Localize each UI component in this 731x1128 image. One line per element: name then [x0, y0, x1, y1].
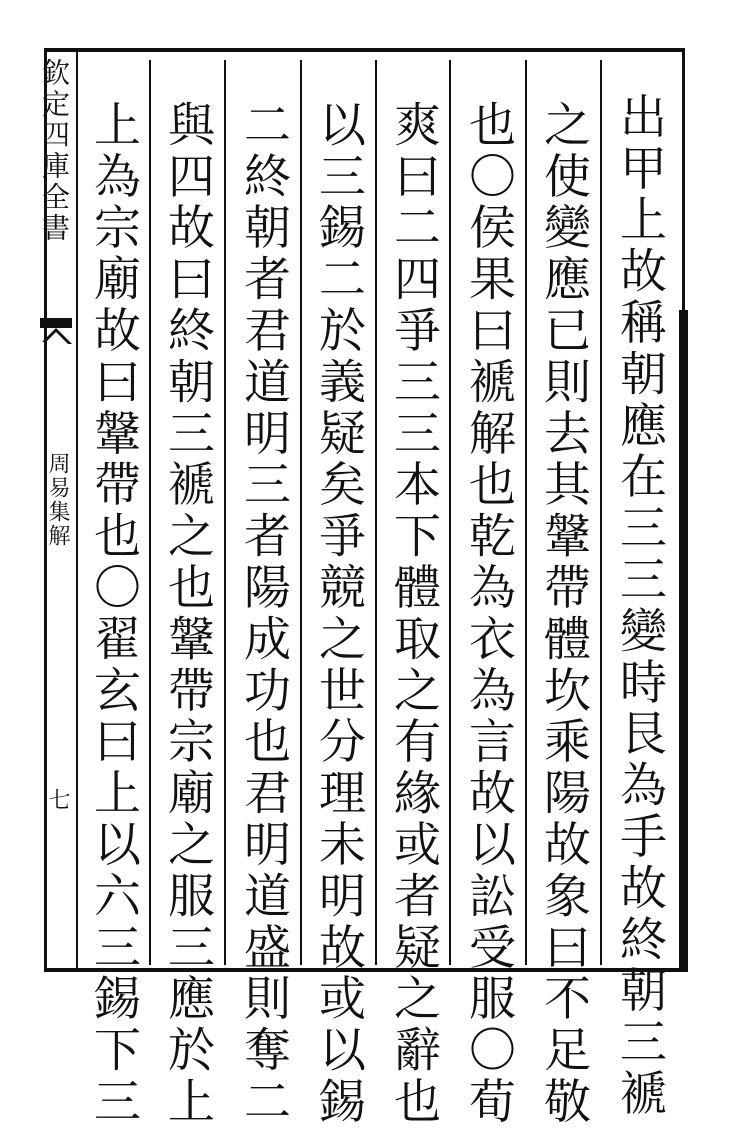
- fishtail-mark-icon: [38, 316, 74, 346]
- column-divider: [224, 60, 226, 965]
- torn-edge-right: [679, 310, 688, 972]
- text-column-1: 出甲上故稱朝應在三三變時艮為手故終朝三褫: [612, 92, 667, 1120]
- column-divider: [300, 60, 302, 965]
- text-column-4: 爽曰二四爭三三本下體取之有緣或者疑之辭也: [386, 100, 441, 1128]
- column-divider: [600, 60, 602, 965]
- column-divider: [449, 60, 451, 965]
- column-divider: [149, 60, 151, 965]
- page-number: 七: [45, 788, 70, 810]
- text-column-3: 也〇侯果曰褫解也乾為衣為言故以訟受服〇荀: [461, 100, 516, 1128]
- frame-top-rule: [44, 48, 685, 52]
- text-column-7: 與四故曰終朝三褫之也鞶帶宗廟之服三應於上: [160, 100, 215, 1128]
- text-column-2: 之使變應已則去其鞶帶體坎乘陽故象曰不足敬: [536, 100, 591, 1128]
- section-title: 周易集解: [45, 452, 70, 548]
- text-column-6: 二終朝者君道明三者陽成功也君明道盛則奪二: [236, 100, 291, 1128]
- column-divider: [525, 60, 527, 965]
- text-column-5: 以三錫二於義疑矣爭競之世分理未明故或以錫: [311, 100, 366, 1128]
- margin-divider-rule: [76, 48, 78, 972]
- text-column-8: 上為宗廟故曰鞶帶也〇翟玄曰上以六三錫下三: [86, 100, 141, 1128]
- column-divider: [375, 60, 377, 965]
- book-title: 欽定四庫全書: [38, 58, 71, 244]
